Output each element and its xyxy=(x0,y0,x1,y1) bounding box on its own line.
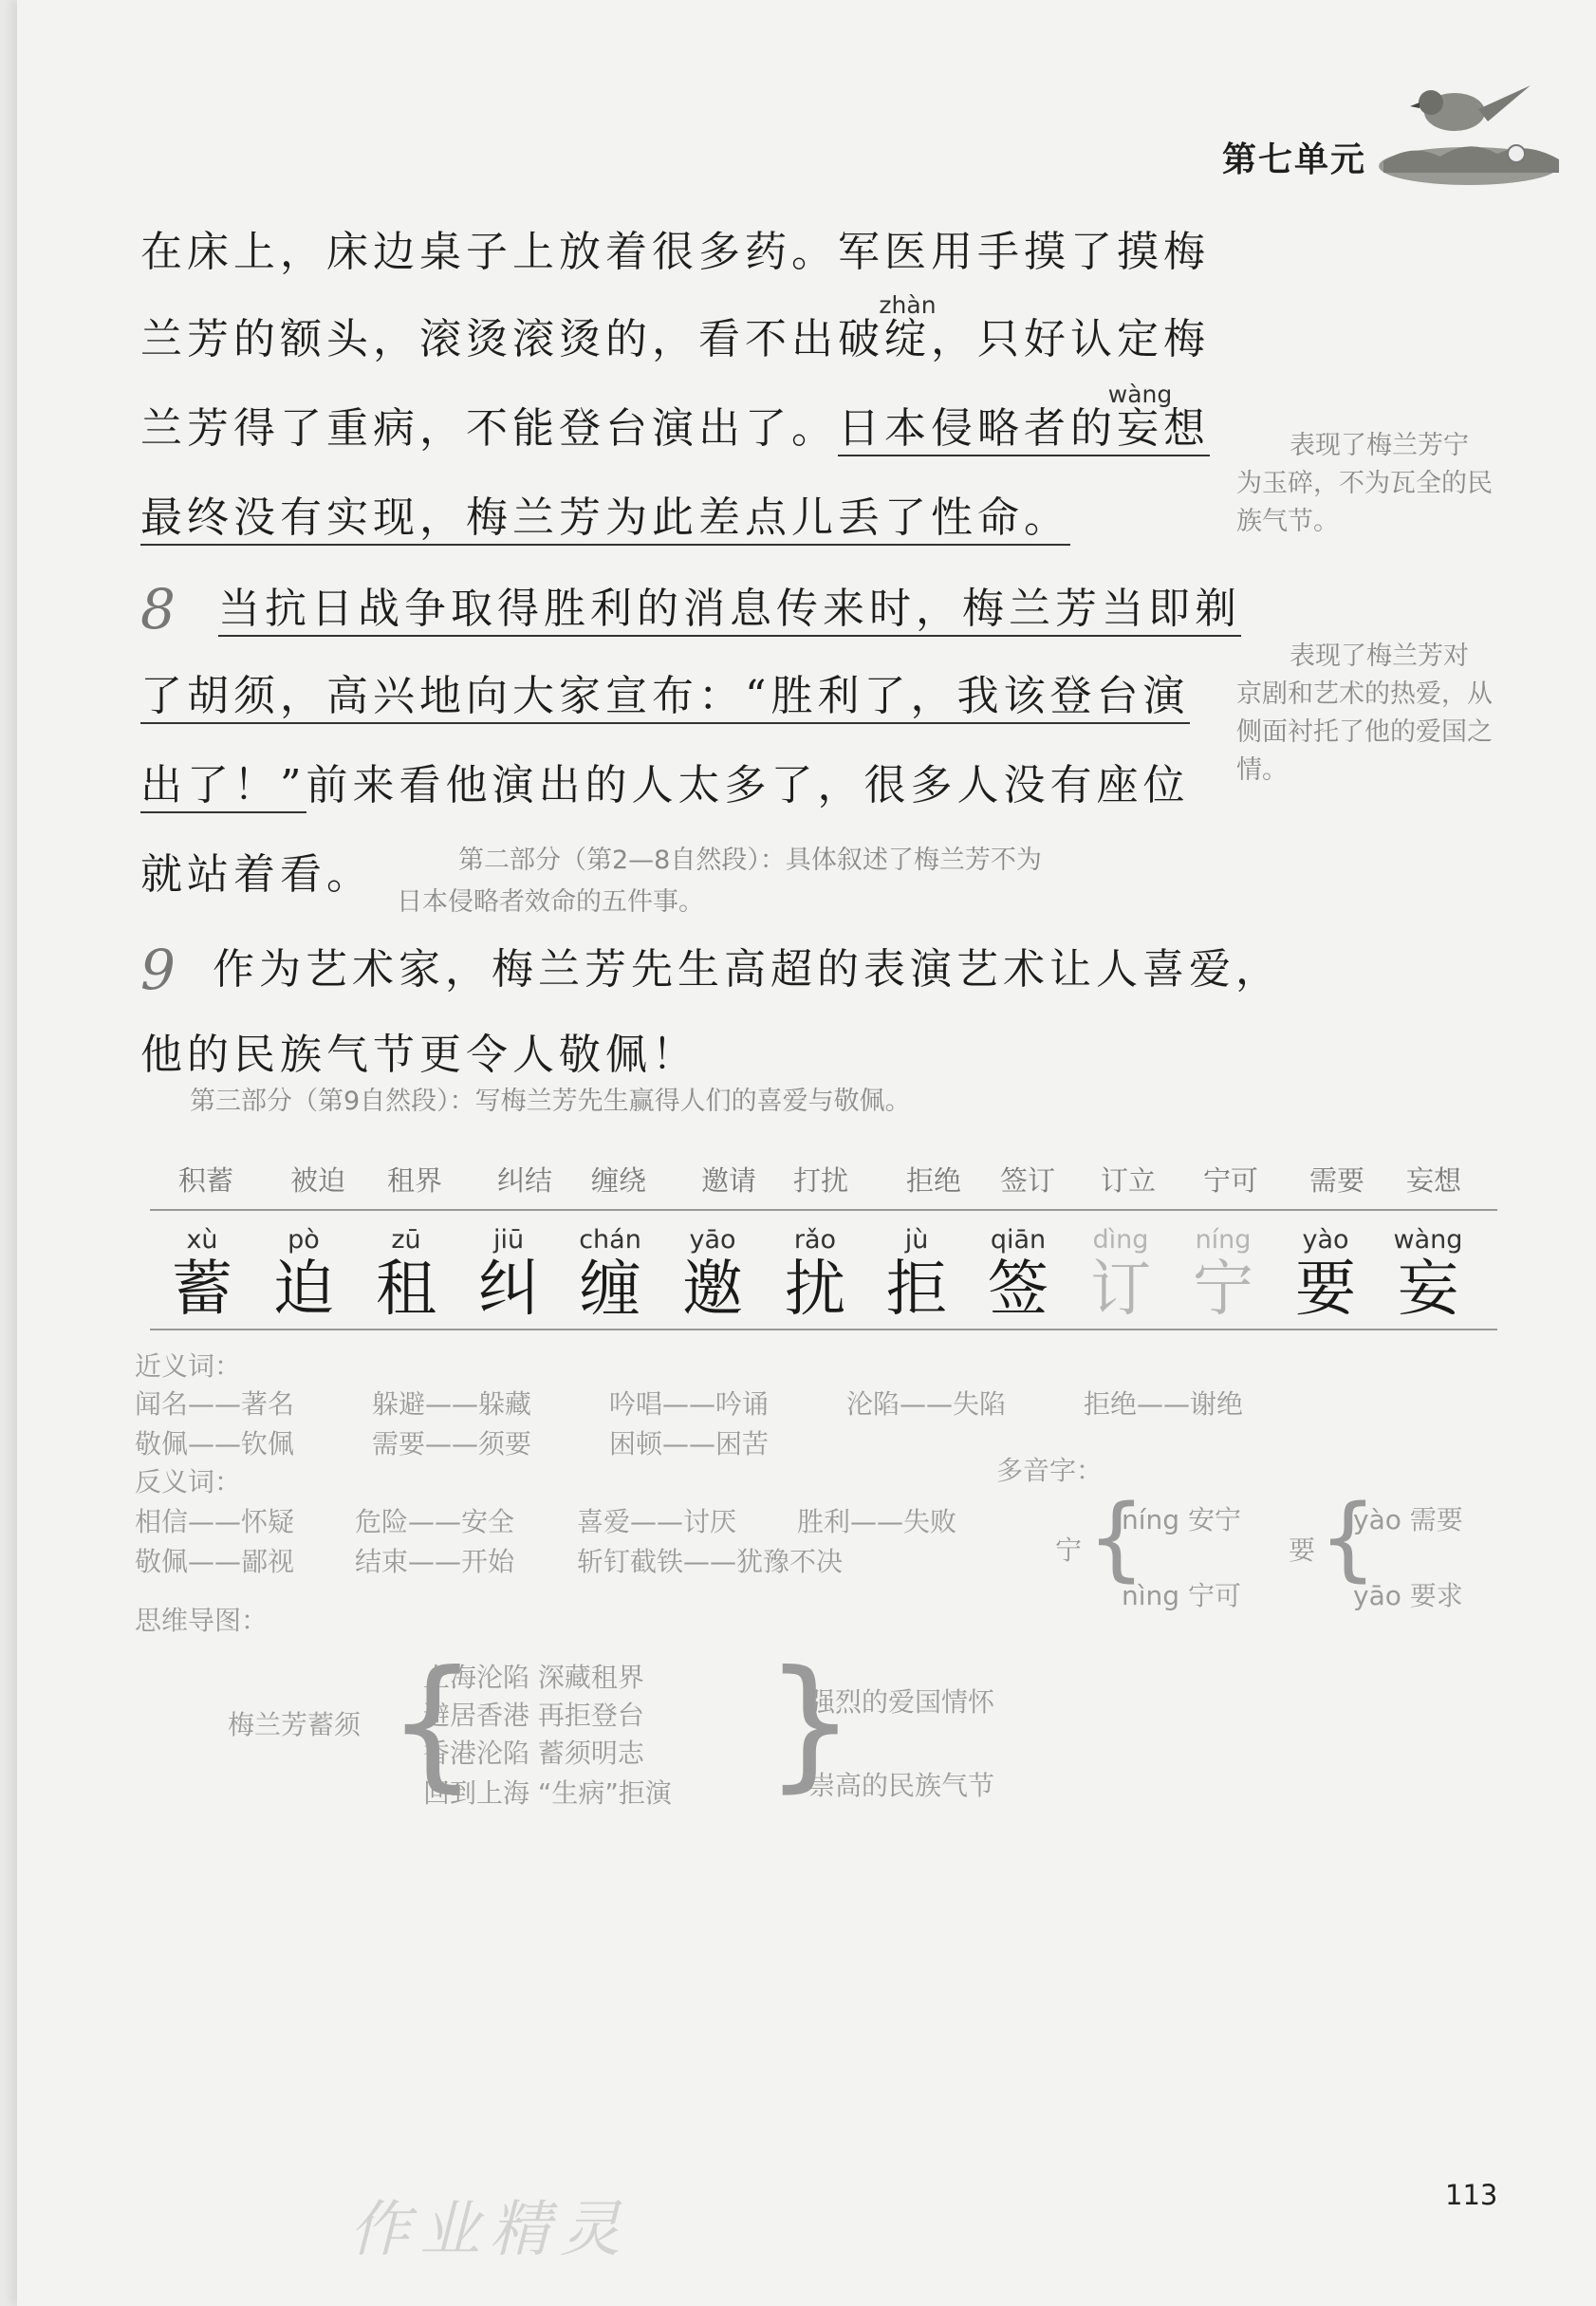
text-line xyxy=(140,490,1070,547)
mindmap-root: 梅兰芳蓄须 xyxy=(228,1709,362,1740)
brace: } xyxy=(765,1641,856,1806)
text-line xyxy=(140,381,1210,457)
margin-note: 表现了梅兰芳对京剧和艺术的热爱，从侧面衬托了他的爱国之情。 xyxy=(1236,642,1493,785)
vocab-word: 邀请 xyxy=(701,1164,757,1197)
pinyin: dìng xyxy=(1092,1225,1149,1255)
text-fragment: 兰芳得了重病，不能登台演出了。 xyxy=(140,404,838,453)
hanzi: 签 xyxy=(988,1255,1049,1325)
synonym-pair: 敬佩——钦佩 xyxy=(135,1428,295,1460)
pinyin: qiān xyxy=(990,1225,1047,1255)
vocab-word: 积蓄 xyxy=(178,1164,234,1197)
vocab-word: 需要 xyxy=(1309,1164,1365,1197)
character-card xyxy=(874,1224,959,1323)
text-line xyxy=(140,668,1190,725)
polyphone-title: 多音字： xyxy=(996,1455,1104,1486)
hanzi: 宁 xyxy=(1193,1255,1253,1325)
new-character-row xyxy=(150,1224,1497,1329)
character-card xyxy=(975,1224,1061,1323)
vocab-word-row xyxy=(150,1160,1497,1201)
polyphone-reading: yào 需要 xyxy=(1353,1504,1463,1535)
character-card xyxy=(1283,1224,1368,1323)
vocab-word: 妄想 xyxy=(1406,1164,1462,1197)
synonym-pair: 困顿——困苦 xyxy=(609,1428,770,1460)
divider xyxy=(150,1329,1497,1330)
synonyms-title: 近义词： xyxy=(135,1350,242,1382)
part-summary: 第三部分（第9自然段）：写梅兰芳先生赢得人们的喜爱与敬佩。 xyxy=(190,1087,911,1116)
synonym-pair: 拒绝——谢绝 xyxy=(1084,1388,1244,1420)
character-card xyxy=(1385,1224,1471,1323)
margin-note: 表现了梅兰芳宁为玉碎，不为瓦全的民族气节。 xyxy=(1236,431,1493,536)
hanzi: 邀 xyxy=(682,1255,743,1325)
underlined-sentence: 了胡须，高兴地向大家宣布：“胜利了，我该登台演 xyxy=(140,672,1190,724)
vocab-word: 签订 xyxy=(1000,1164,1056,1197)
vocab-word: 被迫 xyxy=(290,1164,346,1197)
hanzi: 租 xyxy=(376,1255,436,1325)
underlined-sentence: 最终没有实现，梅兰芳为此差点儿丢了性命。 xyxy=(140,493,1070,546)
antonym-pair: 结束——开始 xyxy=(355,1546,515,1577)
mindmap-event: 回到上海 “生病”拒演 xyxy=(423,1777,672,1809)
underlined-sentence: 当抗日战争取得胜利的消息传来时，梅兰芳当即剃 xyxy=(218,585,1241,637)
mindmap-event: 避居香港 再拒登台 xyxy=(423,1700,644,1731)
brace: { xyxy=(1087,1485,1146,1591)
antonym-pair: 敬佩——鄙视 xyxy=(135,1546,295,1577)
mindmap-title: 思维导图： xyxy=(135,1605,269,1636)
polyphone-reading: yāo 要求 xyxy=(1353,1580,1463,1611)
text-fragment: 兰芳的额头，滚烫滚烫的，看不出破 xyxy=(140,315,884,363)
pinyin: jù xyxy=(904,1225,929,1255)
divider xyxy=(150,1209,1497,1211)
antonym-pair: 相信——怀疑 xyxy=(135,1506,295,1537)
antonym-pair: 喜爱——讨厌 xyxy=(577,1506,737,1537)
paragraph-number: 9 xyxy=(140,938,176,1002)
character-card xyxy=(363,1224,449,1323)
hanzi: 订 xyxy=(1090,1255,1151,1325)
paragraph-number: 8 xyxy=(140,577,176,642)
hanzi: 迫 xyxy=(273,1255,334,1325)
hanzi: 扰 xyxy=(785,1255,845,1325)
text-line: 就站着看。 xyxy=(140,850,373,899)
synonym-pair: 需要——须要 xyxy=(372,1428,532,1460)
vocab-word: 拒绝 xyxy=(906,1164,962,1197)
brace: { xyxy=(387,1641,478,1806)
mindmap-event: 上海沦陷 深藏租界 xyxy=(423,1662,644,1693)
character-card xyxy=(1078,1224,1163,1323)
polyphone-char: 宁 xyxy=(1055,1534,1083,1566)
antonym-pair: 斩钉截铁——犹豫不决 xyxy=(577,1546,844,1577)
synonym-pair: 躲避——躲藏 xyxy=(372,1388,532,1420)
pinyin: zū xyxy=(391,1225,421,1255)
polyphone-reading: nìng 宁可 xyxy=(1122,1580,1241,1611)
mindmap-event: 香港沦陷 蓄须明志 xyxy=(423,1738,644,1769)
text-fragment: 日本侵略者的 xyxy=(838,404,1117,453)
pinyin: pò xyxy=(288,1225,320,1255)
unit-title: 第七单元 xyxy=(1222,140,1367,179)
hanzi: 缠 xyxy=(580,1255,640,1325)
vocab-word: 订立 xyxy=(1101,1164,1157,1197)
pinyin: yāo xyxy=(689,1225,736,1255)
pinyin: wàng xyxy=(1393,1225,1463,1255)
text-line: 在床上，床边桌子上放着很多药。军医用手摸了摸梅 xyxy=(140,228,1210,276)
hanzi: 要 xyxy=(1295,1255,1356,1325)
hanzi: 妄 xyxy=(1398,1255,1458,1325)
text-line xyxy=(140,291,1210,368)
text-line: 作为艺术家，梅兰芳先生高超的表演艺术让人喜爱， xyxy=(213,945,1282,994)
pinyin: chán xyxy=(579,1225,641,1255)
pinyin: níng xyxy=(1195,1225,1252,1255)
pinyin: wàng xyxy=(1107,381,1173,408)
pinyin: rǎo xyxy=(793,1225,837,1255)
text-line: 他的民族气节更令人敬佩！ xyxy=(140,1031,698,1079)
antonyms-title: 反义词： xyxy=(135,1466,242,1497)
character-card xyxy=(1180,1224,1266,1323)
hanzi: 纠 xyxy=(478,1255,539,1325)
pinyin: yào xyxy=(1302,1225,1349,1255)
vocab-word: 缠绕 xyxy=(591,1164,647,1197)
brace: { xyxy=(1319,1485,1378,1591)
character-card xyxy=(567,1224,653,1323)
bird-illustration xyxy=(1374,66,1564,190)
character-card xyxy=(466,1224,551,1323)
underlined-sentence xyxy=(838,381,1210,456)
character-card xyxy=(772,1224,858,1323)
character-card xyxy=(159,1224,245,1323)
polyphone-char: 要 xyxy=(1289,1534,1316,1566)
text-fragment: 前来看他演出的人太多了，很多人没有座位 xyxy=(306,761,1190,809)
synonym-pair: 吟唱——吟诵 xyxy=(609,1388,770,1420)
pinyin: xù xyxy=(186,1225,218,1255)
pinyin: jiū xyxy=(492,1225,525,1255)
text-fragment: 想 xyxy=(1163,404,1210,453)
textbook-page xyxy=(17,0,1596,2306)
part-summary: 日本侵略者效命的五件事。 xyxy=(397,887,704,917)
vocab-word: 宁可 xyxy=(1203,1164,1259,1197)
antonym-pair: 危险——安全 xyxy=(355,1506,515,1537)
vocab-word: 打扰 xyxy=(793,1164,849,1197)
page-number: 113 xyxy=(1445,2179,1498,2211)
text-line xyxy=(218,581,1241,638)
synonym-pair: 沦陷——失陷 xyxy=(846,1388,1007,1420)
text-fragment: ，只好认定梅 xyxy=(931,315,1210,363)
underlined-sentence: 出了！” xyxy=(140,761,306,813)
hanzi: 妄 xyxy=(1117,404,1163,453)
hanzi: 蓄 xyxy=(172,1255,232,1325)
text-line xyxy=(140,757,1190,814)
mindmap-theme: 强烈的爱国情怀 xyxy=(808,1686,995,1718)
pinyin: zhàn xyxy=(879,291,937,319)
vocab-word: 纠结 xyxy=(497,1164,553,1197)
annotated-char xyxy=(1107,381,1173,457)
watermark: 作业精灵 xyxy=(349,2195,630,2265)
hanzi: 绽 xyxy=(884,315,931,363)
antonym-pair: 胜利——失败 xyxy=(797,1506,957,1537)
hanzi: 拒 xyxy=(886,1255,947,1325)
mindmap-theme: 崇高的民族气节 xyxy=(808,1770,995,1801)
polyphone-reading: níng 安宁 xyxy=(1122,1504,1241,1535)
part-summary: 第二部分（第2—8自然段）：具体叙述了梅兰芳不为 xyxy=(458,846,1042,875)
synonym-pair: 闻名——著名 xyxy=(135,1388,295,1420)
character-card xyxy=(261,1224,346,1323)
vocab-word: 租界 xyxy=(387,1164,443,1197)
character-card xyxy=(670,1224,755,1323)
annotated-char xyxy=(879,291,937,368)
